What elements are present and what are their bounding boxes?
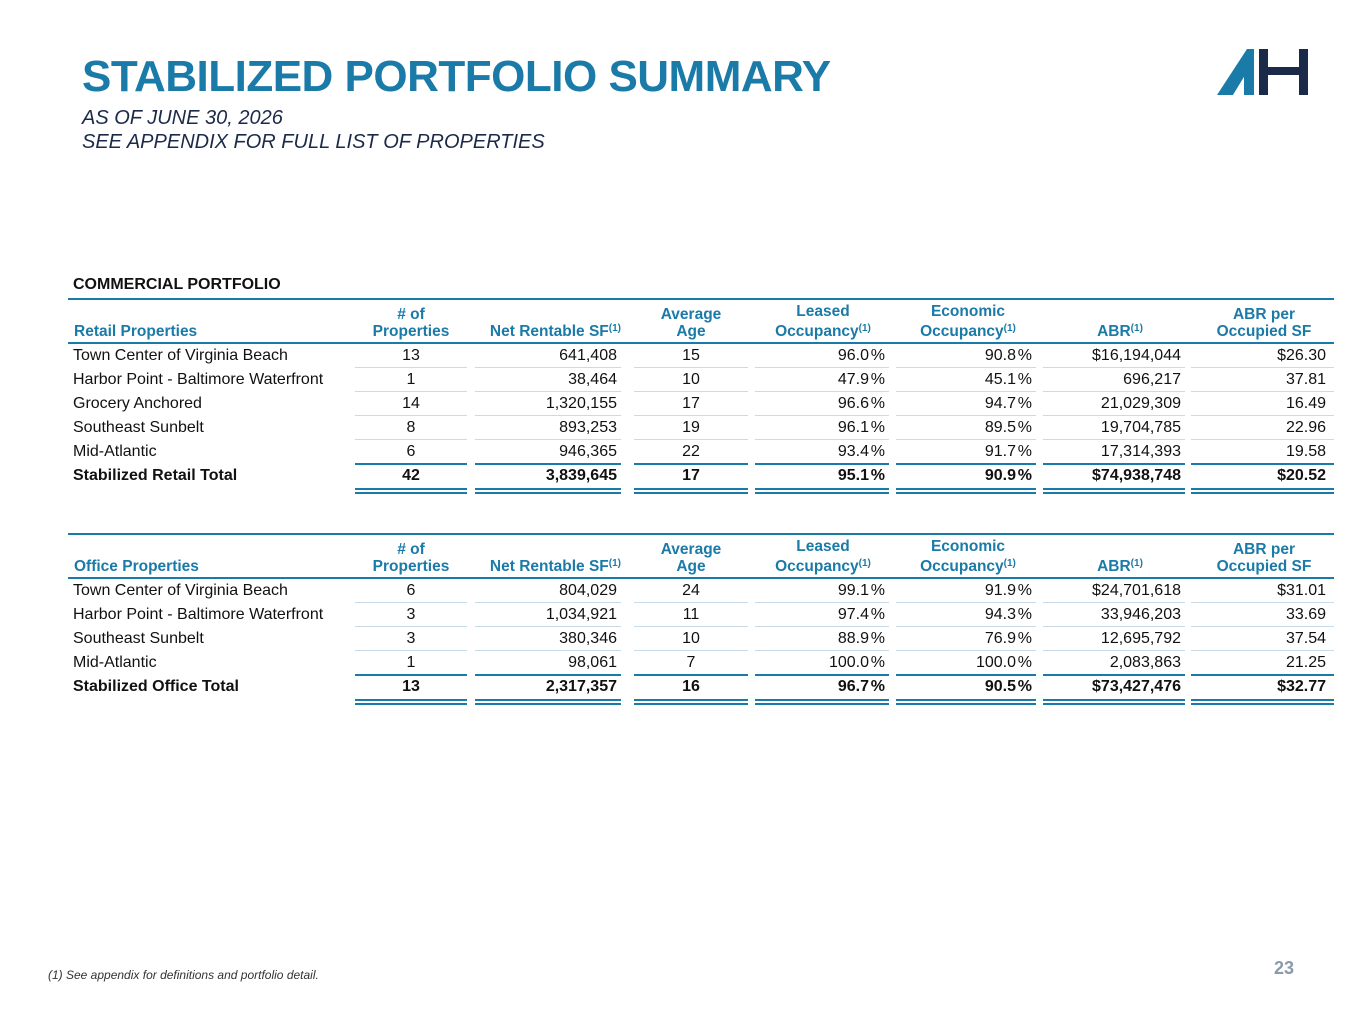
- percent-sign: %: [870, 347, 885, 364]
- total-underline: [1191, 492, 1334, 494]
- cell-econ: [896, 651, 1032, 675]
- total-underline: [634, 492, 748, 494]
- property-group-name: Town Center of Virginia Beach: [73, 582, 288, 599]
- total-underline: [896, 703, 1036, 705]
- percent-sign: %: [870, 395, 885, 412]
- total-underline: [896, 463, 1036, 465]
- cell-abr: 19,704,785: [1100, 419, 1181, 436]
- cell-value: 96.7: [837, 678, 869, 695]
- nrsf-footnote-ref: (1): [608, 323, 621, 334]
- office-table: [68, 533, 1334, 699]
- econ-header-line2: Occupancy: [920, 558, 1004, 575]
- total-underline: [896, 488, 1036, 490]
- econ-header-line2: Occupancy: [920, 323, 1004, 340]
- cell-leased: [755, 627, 885, 651]
- total-underline: [896, 674, 1036, 676]
- abr-header: ABR: [1097, 558, 1131, 575]
- abr-footnote-ref: (1): [1130, 558, 1143, 569]
- total-underline: [355, 492, 467, 494]
- total-underline: [475, 488, 621, 490]
- cell-nrsf: 946,365: [559, 443, 617, 460]
- percent-sign: %: [1017, 630, 1032, 647]
- cell-age: 10: [682, 371, 700, 388]
- cell-leased: [755, 464, 885, 488]
- cell-abr-psf: $31.01: [1277, 582, 1326, 599]
- property-group-name: Southeast Sunbelt: [73, 419, 204, 436]
- cell-leased: [755, 416, 885, 440]
- total-underline: [755, 463, 889, 465]
- age-header-line2: Age: [676, 558, 706, 575]
- nrsf-header: Net Rentable SF: [489, 558, 609, 575]
- percent-sign: %: [1017, 419, 1032, 436]
- section-heading: Retail Properties: [74, 323, 198, 340]
- table-header: [68, 298, 1334, 344]
- total-underline: [1191, 674, 1334, 676]
- column-header-econ: [913, 303, 1023, 340]
- column-header-abr: [1090, 555, 1150, 575]
- total-row: [68, 464, 1334, 488]
- cell-count: 6: [406, 443, 416, 460]
- cell-value: 90.8: [984, 347, 1016, 364]
- cell-abr: 33,946,203: [1100, 606, 1181, 623]
- nrsf-footnote-ref: (1): [608, 558, 621, 569]
- total-underline: [634, 488, 748, 490]
- leased-header-line2: Occupancy: [775, 323, 859, 340]
- total-underline: [355, 674, 467, 676]
- cell-econ: [896, 368, 1032, 392]
- total-underline: [355, 463, 467, 465]
- percent-sign: %: [1017, 678, 1032, 695]
- leased-header-line1: Leased: [796, 538, 850, 555]
- column-header-name: [74, 323, 197, 340]
- abr-psf-header-line2: Occupied SF: [1216, 323, 1312, 340]
- percent-sign: %: [870, 371, 885, 388]
- table-row: [68, 603, 1334, 627]
- page-title: STABILIZED PORTFOLIO SUMMARY: [82, 52, 831, 101]
- total-underline: [1043, 463, 1185, 465]
- column-header-econ: [913, 538, 1023, 575]
- ah-logo-icon: [1217, 47, 1311, 97]
- cell-econ: [896, 627, 1032, 651]
- total-underline: [1043, 492, 1185, 494]
- cell-age: 11: [682, 606, 700, 623]
- cell-nrsf: 38,464: [568, 371, 617, 388]
- percent-sign: %: [1017, 371, 1032, 388]
- total-underline: [1191, 463, 1334, 465]
- percent-sign: %: [1017, 443, 1032, 460]
- cell-abr: 2,083,863: [1109, 654, 1181, 671]
- cell-abr-psf: 37.54: [1285, 630, 1326, 647]
- cell-value: 90.5: [984, 678, 1016, 695]
- total-underline: [634, 674, 748, 676]
- cell-econ: [896, 464, 1032, 488]
- cell-value: 99.1: [837, 582, 869, 599]
- property-group-name: Mid-Atlantic: [73, 443, 157, 460]
- section-label: COMMERCIAL PORTFOLIO: [73, 276, 281, 293]
- cell-nrsf: 893,253: [559, 419, 617, 436]
- cell-nrsf: 1,034,921: [545, 606, 617, 623]
- cell-econ: [896, 416, 1032, 440]
- cell-abr: $73,427,476: [1092, 678, 1181, 695]
- column-header-count: [355, 306, 467, 340]
- cell-abr: 12,695,792: [1100, 630, 1181, 647]
- total-underline: [634, 463, 748, 465]
- percent-sign: %: [1017, 395, 1032, 412]
- retail-table: [68, 298, 1334, 488]
- total-underline: [1043, 674, 1185, 676]
- cell-abr-psf: 16.49: [1285, 395, 1326, 412]
- column-header-abr: [1090, 320, 1150, 340]
- cell-abr-psf: $26.30: [1277, 347, 1326, 364]
- percent-sign: %: [1017, 606, 1032, 623]
- cell-abr-psf: $32.77: [1277, 678, 1326, 695]
- total-underline: [475, 699, 621, 701]
- percent-sign: %: [870, 606, 885, 623]
- cell-leased: [755, 603, 885, 627]
- age-header-line2: Age: [676, 323, 706, 340]
- cell-value: 100.0: [828, 654, 869, 671]
- econ-header-line1: Economic: [930, 538, 1006, 555]
- cell-value: 76.9: [984, 630, 1016, 647]
- cell-abr: $74,938,748: [1092, 467, 1181, 484]
- cell-abr-psf: 37.81: [1285, 371, 1326, 388]
- property-group-name: Harbor Point - Baltimore Waterfront: [73, 371, 324, 388]
- cell-abr: $16,194,044: [1092, 347, 1181, 364]
- percent-sign: %: [1017, 347, 1032, 364]
- abr-header: ABR: [1097, 323, 1131, 340]
- property-group-name: Harbor Point - Baltimore Waterfront: [73, 606, 324, 623]
- cell-count: 6: [406, 582, 416, 599]
- cell-econ: [896, 344, 1032, 368]
- total-underline: [1043, 488, 1185, 490]
- cell-age: 16: [682, 678, 700, 695]
- cell-value: 45.1: [984, 371, 1016, 388]
- cell-value: 95.1: [837, 467, 869, 484]
- total-underline: [355, 699, 467, 701]
- percent-sign: %: [870, 443, 885, 460]
- total-underline: [475, 463, 621, 465]
- cell-count: 1: [406, 654, 416, 671]
- cell-abr: 696,217: [1123, 371, 1181, 388]
- cell-value: 94.3: [984, 606, 1016, 623]
- cell-count: 3: [406, 630, 416, 647]
- page-number: 23: [1274, 958, 1295, 978]
- percent-sign: %: [870, 467, 885, 484]
- cell-nrsf: 641,408: [559, 347, 617, 364]
- leased-footnote-ref: (1): [858, 323, 871, 334]
- cell-age: 19: [682, 419, 700, 436]
- property-group-name: Grocery Anchored: [73, 395, 202, 412]
- table-row: [68, 416, 1334, 440]
- table-row: [68, 627, 1334, 651]
- leased-header-line2: Occupancy: [775, 558, 859, 575]
- cell-value: 91.7: [984, 443, 1016, 460]
- count-header-line2: Properties: [372, 323, 450, 340]
- total-underline: [755, 674, 889, 676]
- cell-count: 13: [402, 678, 420, 695]
- property-group-name: Stabilized Retail Total: [73, 467, 238, 484]
- cell-nrsf: 380,346: [559, 630, 617, 647]
- cell-count: 42: [402, 467, 420, 484]
- leased-footnote-ref: (1): [858, 558, 871, 569]
- cell-leased: [755, 392, 885, 416]
- column-header-nrsf: [475, 555, 621, 575]
- total-underline: [355, 488, 467, 490]
- total-underline: [755, 699, 889, 701]
- percent-sign: %: [1017, 654, 1032, 671]
- count-header-line2: Properties: [372, 558, 450, 575]
- total-underline: [896, 699, 1036, 701]
- percent-sign: %: [870, 630, 885, 647]
- percent-sign: %: [1017, 582, 1032, 599]
- cell-econ: [896, 579, 1032, 603]
- section-heading: Office Properties: [74, 558, 199, 575]
- total-underline: [755, 492, 889, 494]
- cell-value: 96.1: [837, 419, 869, 436]
- total-underline: [1191, 488, 1334, 490]
- cell-count: 1: [406, 371, 416, 388]
- cell-nrsf: 98,061: [568, 654, 617, 671]
- property-group-name: Town Center of Virginia Beach: [73, 347, 288, 364]
- cell-age: 24: [682, 582, 700, 599]
- cell-leased: [755, 344, 885, 368]
- cell-age: 17: [682, 467, 700, 484]
- cell-age: 15: [682, 347, 700, 364]
- econ-header-line1: Economic: [930, 303, 1006, 320]
- total-underline: [1191, 703, 1334, 705]
- econ-footnote-ref: (1): [1003, 323, 1016, 334]
- column-header-leased: [768, 538, 878, 575]
- cell-nrsf: 2,317,357: [545, 678, 617, 695]
- cell-abr: 17,314,393: [1100, 443, 1181, 460]
- cell-econ: [896, 392, 1032, 416]
- column-header-abr-psf: [1208, 306, 1320, 340]
- count-header-line1: # of: [397, 541, 425, 558]
- column-header-abr-psf: [1208, 541, 1320, 575]
- total-underline: [1191, 699, 1334, 701]
- abr-psf-header-line2: Occupied SF: [1216, 558, 1312, 575]
- cell-value: 93.4: [837, 443, 869, 460]
- total-underline: [475, 492, 621, 494]
- age-header-line1: Average: [660, 306, 722, 323]
- cell-nrsf: 3,839,645: [545, 467, 617, 484]
- column-header-count: [355, 541, 467, 575]
- footnote: (1) See appendix for definitions and portfolio detail.: [48, 968, 319, 982]
- property-group-name: Mid-Atlantic: [73, 654, 157, 671]
- nrsf-header: Net Rentable SF: [489, 323, 609, 340]
- total-underline: [755, 703, 889, 705]
- cell-count: 3: [406, 606, 416, 623]
- abr-footnote-ref: (1): [1130, 323, 1143, 334]
- total-underline: [475, 674, 621, 676]
- table-row: [68, 392, 1334, 416]
- econ-footnote-ref: (1): [1003, 558, 1016, 569]
- total-underline: [755, 488, 889, 490]
- column-header-nrsf: [475, 320, 621, 340]
- cell-abr-psf: 22.96: [1285, 419, 1326, 436]
- cell-econ: [896, 675, 1032, 699]
- as-of-date: AS OF JUNE 30, 2026: [82, 107, 283, 129]
- property-group-name: Stabilized Office Total: [73, 678, 239, 695]
- cell-value: 94.7: [984, 395, 1016, 412]
- cell-age: 22: [682, 443, 700, 460]
- cell-abr: 21,029,309: [1100, 395, 1181, 412]
- cell-count: 13: [402, 347, 420, 364]
- age-header-line1: Average: [660, 541, 722, 558]
- cell-age: 7: [686, 654, 696, 671]
- percent-sign: %: [870, 419, 885, 436]
- cell-abr-psf: 19.58: [1285, 443, 1326, 460]
- cell-leased: [755, 368, 885, 392]
- cell-value: 90.9: [984, 467, 1016, 484]
- leased-header-line1: Leased: [796, 303, 850, 320]
- cell-leased: [755, 579, 885, 603]
- cell-value: 47.9: [837, 371, 869, 388]
- cell-nrsf: 804,029: [559, 582, 617, 599]
- total-underline: [1043, 699, 1185, 701]
- percent-sign: %: [870, 654, 885, 671]
- cell-value: 96.6: [837, 395, 869, 412]
- abr-psf-header-line1: ABR per: [1232, 541, 1295, 558]
- cell-value: 96.0: [837, 347, 869, 364]
- cell-leased: [755, 675, 885, 699]
- cell-abr-psf: 21.25: [1285, 654, 1326, 671]
- cell-abr-psf: $20.52: [1277, 467, 1326, 484]
- cell-abr-psf: 33.69: [1285, 606, 1326, 623]
- total-underline: [634, 703, 748, 705]
- count-header-line1: # of: [397, 306, 425, 323]
- column-header-age: [634, 306, 748, 340]
- cell-value: 91.9: [984, 582, 1016, 599]
- column-header-name: [74, 558, 199, 575]
- column-header-leased: [768, 303, 878, 340]
- total-underline: [634, 699, 748, 701]
- cell-value: 89.5: [984, 419, 1016, 436]
- cell-age: 17: [682, 395, 700, 412]
- cell-abr: $24,701,618: [1092, 582, 1181, 599]
- total-underline: [355, 703, 467, 705]
- cell-econ: [896, 440, 1032, 464]
- cell-count: 8: [406, 419, 416, 436]
- percent-sign: %: [870, 582, 885, 599]
- cell-value: 88.9: [837, 630, 869, 647]
- total-underline: [896, 492, 1036, 494]
- table-row: [68, 579, 1334, 603]
- cell-leased: [755, 651, 885, 675]
- appendix-note: SEE APPENDIX FOR FULL LIST OF PROPERTIES: [82, 131, 545, 153]
- cell-econ: [896, 603, 1032, 627]
- table-header: [68, 533, 1334, 579]
- column-header-age: [634, 541, 748, 575]
- total-row: [68, 675, 1334, 699]
- table-row: [68, 368, 1334, 392]
- total-underline: [1043, 703, 1185, 705]
- table-row: [68, 440, 1334, 464]
- cell-value: 97.4: [837, 606, 869, 623]
- percent-sign: %: [1017, 467, 1032, 484]
- cell-leased: [755, 440, 885, 464]
- cell-age: 10: [682, 630, 700, 647]
- cell-nrsf: 1,320,155: [545, 395, 617, 412]
- property-group-name: Southeast Sunbelt: [73, 630, 204, 647]
- total-underline: [475, 703, 621, 705]
- percent-sign: %: [870, 678, 885, 695]
- table-row: [68, 344, 1334, 368]
- cell-value: 100.0: [975, 654, 1016, 671]
- abr-psf-header-line1: ABR per: [1232, 306, 1295, 323]
- cell-count: 14: [402, 395, 420, 412]
- table-row: [68, 651, 1334, 675]
